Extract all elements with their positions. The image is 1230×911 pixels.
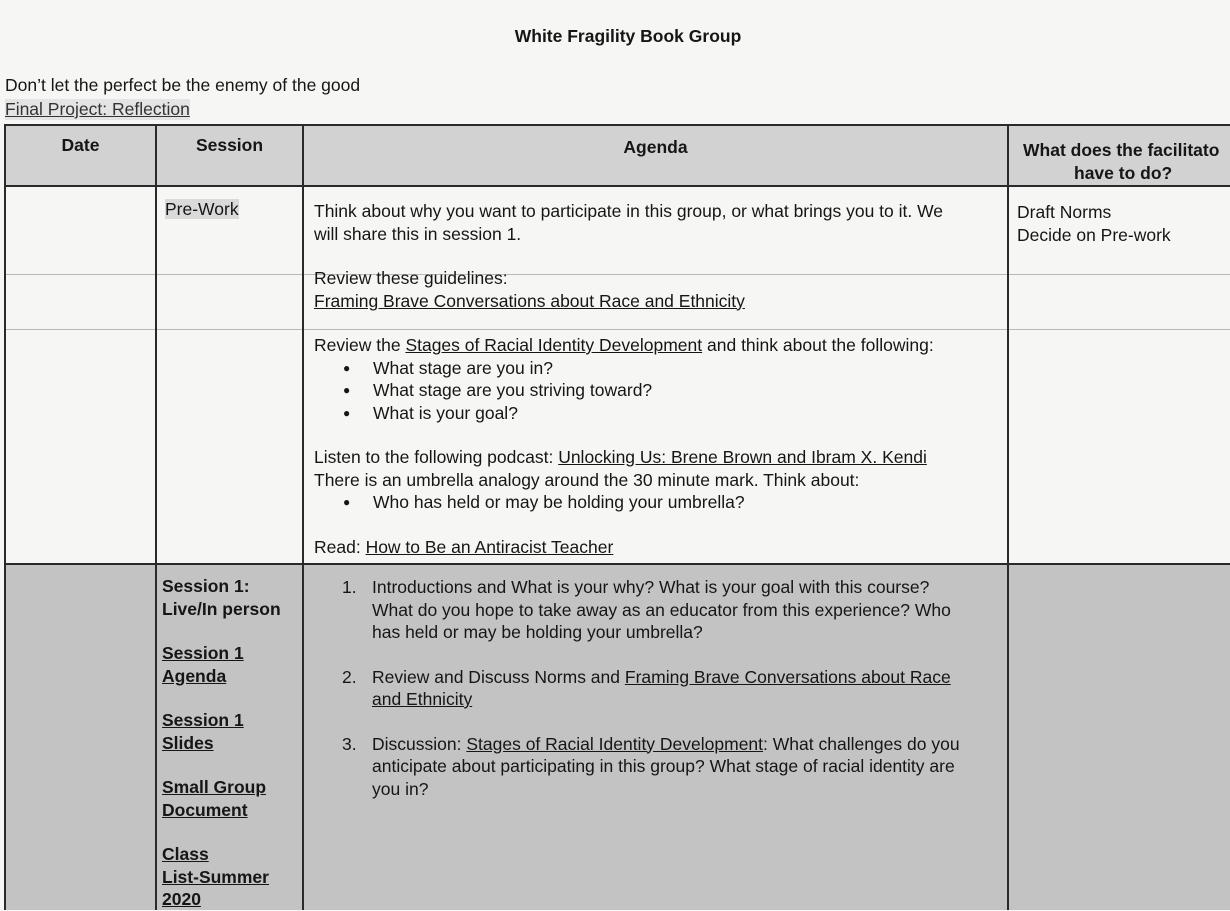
guidelines-label: Review these guidelines: — [314, 268, 508, 288]
small-group-link-line1[interactable]: Small Group — [162, 777, 267, 797]
header-session: Session — [195, 135, 264, 155]
session1-agenda-link-line1[interactable]: Session 1 — [162, 643, 244, 663]
item-text: has held or may be holding your umbrella? — [372, 622, 703, 642]
stages-prefix: Review the — [314, 335, 406, 355]
header-date: Date — [61, 135, 100, 155]
item-number: 2. — [342, 666, 357, 687]
session-column-border — [302, 124, 304, 910]
facilitator-task: Draft Norms — [1017, 202, 1112, 222]
header-facilitator-line1: What does the facilitato — [1023, 140, 1220, 160]
small-group-document-link[interactable] — [162, 776, 302, 821]
item-text: anticipate about participating in this group? What stage of racial identity are — [372, 756, 955, 776]
item-text: What do you hope to take away as an educator from this experience? Who — [372, 599, 951, 620]
session1-agenda-cell — [314, 576, 1004, 800]
prework-session-cell — [165, 198, 239, 221]
class-list-link[interactable] — [162, 843, 302, 911]
podcast-prefix: Listen to the following podcast: — [314, 447, 559, 467]
motto-text: Don’t let the perfect be the enemy of the good — [5, 75, 361, 95]
prework-bottom-border — [4, 563, 1230, 565]
item-text — [372, 733, 1004, 756]
list-item: ● Who has held or may be holding your umbrella? — [314, 491, 1004, 514]
prework-agenda-cell — [314, 200, 1004, 558]
prework-intro-line1: Think about why you want to participate in this group, or what brings you to it. We — [314, 201, 944, 221]
item-number: 3. — [342, 733, 357, 754]
final-project-link[interactable]: Final Project: Reflection — [5, 99, 190, 119]
list-item — [314, 733, 1004, 801]
table-left-border — [4, 124, 6, 910]
class-list-link-line2[interactable]: List-Summer — [162, 866, 269, 887]
stages-racial-identity-link[interactable]: Stages of Racial Identity Development — [405, 335, 703, 355]
list-item — [314, 666, 1004, 711]
header-bottom-border — [4, 185, 1230, 187]
item-text — [372, 666, 1004, 689]
header-facilitator — [1012, 139, 1230, 185]
session1-session-cell — [162, 575, 302, 911]
item-number: 1. — [342, 577, 357, 597]
umbrella-line: There is an umbrella analogy around the 30 minute mark. Think about: — [314, 469, 860, 490]
session1-agenda-list — [314, 576, 1004, 800]
facilitator-task: Decide on Pre-work — [1017, 224, 1171, 245]
session1-agenda-link[interactable] — [162, 642, 302, 687]
prework-intro-line2: will share this in session 1. — [314, 223, 522, 244]
table-top-border — [4, 124, 1230, 126]
agenda-column-border — [1007, 124, 1009, 910]
header-facilitator-line2: have to do? — [1074, 163, 1173, 183]
session1-slides-link-line2[interactable]: Slides — [162, 732, 214, 753]
stages-racial-identity-link[interactable]: Stages of Racial Identity Development — [466, 733, 764, 754]
list-item: ● What is your goal? — [314, 402, 1004, 425]
list-item — [314, 576, 1004, 644]
header-agenda: Agenda — [623, 137, 688, 157]
item-suffix: : What challenges do you — [763, 733, 960, 754]
class-list-link-line1[interactable]: Class — [162, 844, 209, 864]
session1-slides-link[interactable] — [162, 709, 302, 754]
framing-brave-conversations-link-cont[interactable]: and Ethnicity — [372, 689, 473, 709]
session1-agenda-link-line2[interactable]: Agenda — [162, 665, 227, 686]
document-title: White Fragility Book Group — [514, 26, 742, 46]
list-item: ● What stage are you in? — [314, 357, 1004, 380]
item-prefix: Discussion: — [372, 733, 467, 754]
antiracist-teacher-link[interactable]: How to Be an Antiracist Teacher — [365, 536, 614, 557]
umbrella-bullet-list — [314, 491, 1004, 514]
stages-line — [314, 334, 1004, 357]
read-prefix: Read: — [314, 536, 366, 557]
class-list-link-line3[interactable]: 2020 — [162, 889, 201, 909]
framing-brave-conversations-link[interactable]: Framing Brave Conversations about Race — [624, 666, 951, 687]
prework-label: Pre-Work — [165, 199, 239, 219]
stages-bullet-list — [314, 357, 1004, 425]
date-column-border — [155, 124, 157, 910]
session1-title-line2: Live/In person — [162, 598, 281, 619]
list-item: ● What stage are you striving toward? — [314, 379, 1004, 402]
unlocking-us-podcast-link[interactable]: Unlocking Us: Brene Brown and Ibram X. Kendi — [558, 447, 927, 467]
item-text: you in? — [372, 778, 429, 799]
podcast-line — [314, 446, 1004, 469]
session1-title-line1: Session 1: — [162, 576, 250, 596]
item-text: Introductions and What is your why? What is your goal with this course? — [372, 577, 930, 597]
read-line — [314, 536, 1004, 559]
small-group-link-line2[interactable]: Document — [162, 799, 248, 820]
item-prefix: Review and Discuss Norms and — [372, 666, 625, 687]
prework-facilitator-cell — [1017, 201, 1171, 246]
session1-slides-link-line1[interactable]: Session 1 — [162, 710, 244, 730]
framing-brave-conversations-link[interactable]: Framing Brave Conversations about Race and Ethnicity — [314, 290, 745, 311]
stages-suffix: and think about the following: — [702, 335, 934, 355]
